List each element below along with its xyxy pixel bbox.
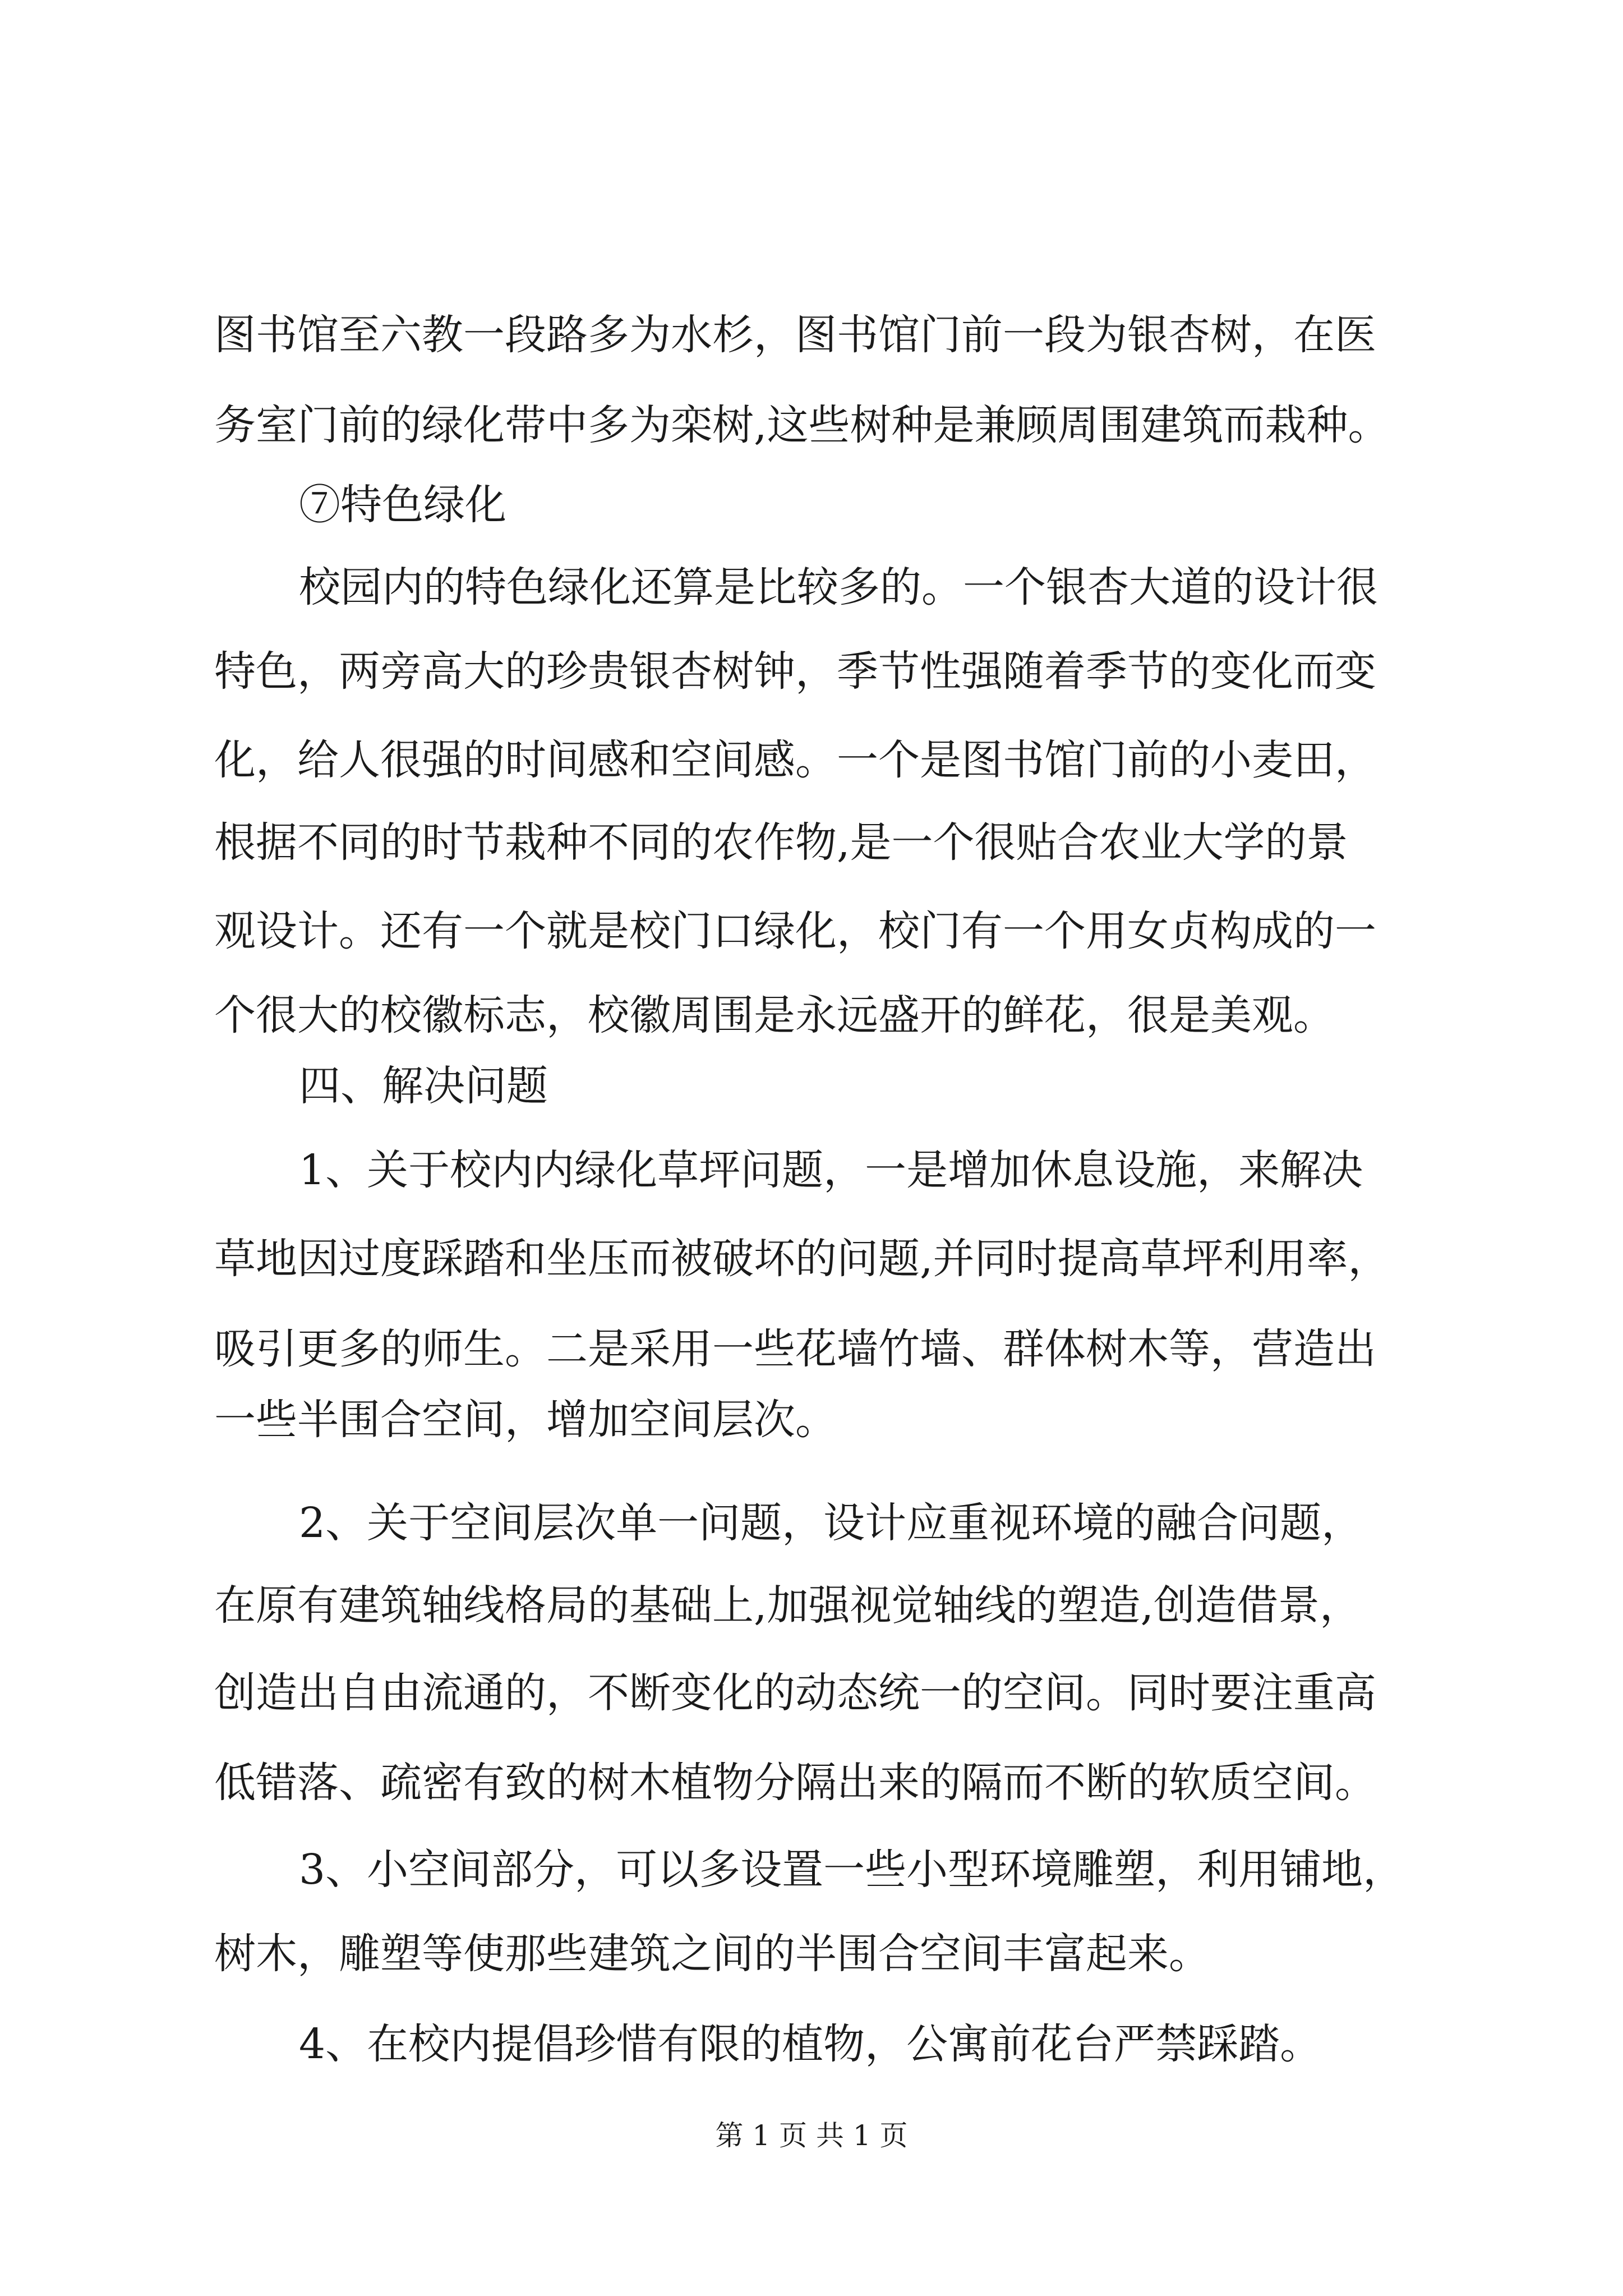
line-text: 根据不同的时节栽种不同的农作物,是一个很贴合农业大学的景: [214, 818, 1348, 867]
text-line: [0, 1058, 1623, 1114]
text-line: [0, 477, 1623, 533]
line-text: 一些半围合空间，增加空间层次。: [214, 1396, 837, 1444]
text-line: [0, 643, 1623, 700]
line-text: 草地因过度踩踏和坐压而被破坏的问题,并同时提高草坪利用率，: [214, 1235, 1390, 1283]
line-text: 2、关于空间层次单一问题，设计应重视环境的融合问题，: [299, 1499, 1363, 1547]
text-line: [0, 1321, 1623, 1377]
line-text: 树木，雕塑等使那些建筑之间的半围合空间丰富起来。: [214, 1930, 1210, 1978]
page-footer: 第 1 页 共 1 页: [715, 2119, 908, 2152]
line-text: 在原有建筑轴线格局的基础上,加强视觉轴线的塑造,创造借景，: [214, 1581, 1362, 1630]
line-text: 个很大的校徽标志，校徽周围是永远盛开的鲜花，很是美观。: [214, 991, 1335, 1039]
text-line: [0, 1392, 1623, 1448]
line-text: 务室门前的绿化带中多为栾树,这些树种是兼顾周围建筑而栽种。: [214, 401, 1390, 449]
text-line: [0, 1231, 1623, 1287]
text-line: [0, 397, 1623, 453]
text-line: [0, 987, 1623, 1043]
text-line: [0, 2016, 1623, 2072]
text-line: [0, 815, 1623, 871]
text-line: [0, 1142, 1623, 1198]
text-line: [0, 1755, 1623, 1811]
text-line: [0, 1495, 1623, 1551]
section-heading: ⑦特色绿化: [299, 481, 506, 529]
line-text: 观设计。还有一个就是校门口绿化，校门有一个用女贞构成的一: [214, 907, 1376, 955]
text-line: [0, 903, 1623, 959]
line-text: 吸引更多的师生。二是采用一些花墙竹墙、群体树木等，营造出: [214, 1325, 1376, 1373]
line-text: 创造出自由流通的，不断变化的动态统一的空间。同时要注重高: [214, 1669, 1376, 1717]
text-line: [0, 732, 1623, 788]
line-text: 特色，两旁高大的珍贵银杏树钟，季节性强随着季节的变化而变: [214, 647, 1376, 696]
line-text: 1、关于校内内绿化草坪问题，一是增加休息设施，来解决: [299, 1146, 1363, 1194]
line-text: 校园内的特色绿化还算是比较多的。一个银杏大道的设计很: [299, 563, 1378, 611]
line-text: 4、在校内提倡珍惜有限的植物，公寓前花台严禁踩踏。: [299, 2020, 1322, 2068]
text-line: [0, 1665, 1623, 1721]
text-line: [0, 1842, 1623, 1898]
line-text: 3、小空间部分，可以多设置一些小型环境雕塑，利用铺地，: [299, 1846, 1405, 1894]
text-line: [0, 1577, 1623, 1634]
line-text: 低错落、疏密有致的树木植物分隔出来的隔而不断的软质空间。: [214, 1759, 1376, 1807]
text-line: [0, 307, 1623, 363]
line-text: 图书馆至六教一段路多为水杉，图书馆门前一段为银杏树，在医: [214, 311, 1376, 359]
text-line: [0, 1926, 1623, 1982]
section-heading: 四、解决问题: [299, 1062, 548, 1110]
line-text: 化，给人很强的时间感和空间感。一个是图书馆门前的小麦田，: [214, 736, 1376, 784]
text-line: [0, 559, 1623, 615]
